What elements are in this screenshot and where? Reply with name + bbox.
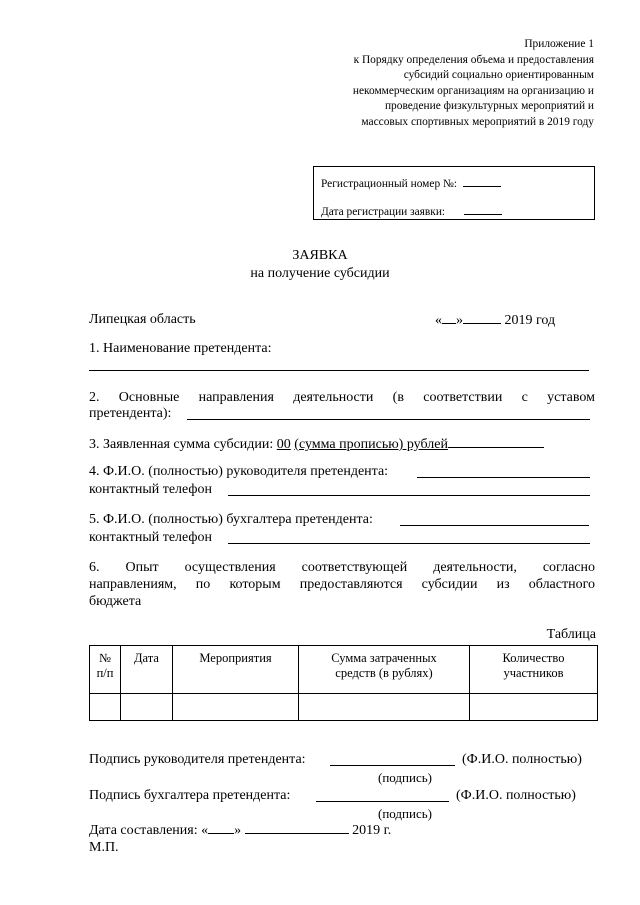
application-date xyxy=(435,312,555,329)
table-cell[interactable] xyxy=(90,694,121,721)
head-fio-hint: (Ф.И.О. полностью) xyxy=(462,752,582,767)
table-row xyxy=(90,694,598,721)
head-phone-field[interactable] xyxy=(228,495,590,496)
accountant-signature-hint: (подпись) xyxy=(378,806,432,821)
head-phone-label: контактный телефон xyxy=(89,482,212,497)
header-count xyxy=(470,646,598,694)
section-6-line-1: 6. Опыт осуществления соответствующей деятельности, согласно xyxy=(89,560,595,575)
header-num xyxy=(90,646,121,694)
table-caption: Таблица xyxy=(546,627,596,642)
registration-number-label: Регистрационный номер №: xyxy=(321,178,458,190)
accountant-signature-field[interactable] xyxy=(316,801,449,802)
table-cell[interactable] xyxy=(173,694,299,721)
registration-number-field[interactable] xyxy=(463,175,501,187)
appendix-line: массовых спортивных мероприятий в 2019 году xyxy=(361,115,594,128)
compiled-month-field[interactable] xyxy=(245,822,349,834)
appendix-line: проведение физкультурных мероприятий и xyxy=(384,100,594,113)
document-subtitle: на получение субсидии xyxy=(250,266,390,281)
appendix-line: Приложение 1 xyxy=(524,38,594,50)
subsidy-amount[interactable]: 00 xyxy=(276,437,291,452)
section-2-line-1: 2. Основные направления деятельности (в соответствии с уставом xyxy=(89,390,595,405)
header-sum-line-1: Сумма затраченных xyxy=(331,651,437,665)
table-header-row xyxy=(90,646,598,694)
subsidy-amount-words: (сумма прописью) рублей xyxy=(294,437,448,452)
head-signature-label: Подпись руководителя претендента: xyxy=(89,752,306,767)
appendix-line: субсидий социально ориентированным xyxy=(403,69,594,82)
month-field[interactable] xyxy=(463,312,501,324)
header-sum xyxy=(299,646,470,694)
accountant-phone-field[interactable] xyxy=(228,543,590,544)
registration-date-row xyxy=(321,203,502,218)
section-5-label: 5. Ф.И.О. (полностью) бухгалтера претендента: xyxy=(89,512,373,527)
section-2-field[interactable] xyxy=(187,419,590,420)
compiled-date-row xyxy=(89,822,391,839)
section-3-label: 3. Заявленная сумма субсидии: xyxy=(89,437,274,452)
section-3-row xyxy=(89,436,544,453)
experience-table xyxy=(89,645,598,721)
appendix-line: к Порядку определения объема и предоставления xyxy=(353,53,594,66)
accountant-signature-label: Подпись бухгалтера претендента: xyxy=(89,788,291,803)
header-count-line-2: участников xyxy=(503,666,564,680)
compiled-day-field[interactable] xyxy=(208,822,234,834)
section-1-field[interactable] xyxy=(89,370,589,371)
accountant-fio-field[interactable] xyxy=(400,525,589,526)
date-quote-open: « xyxy=(435,313,442,328)
header-num-line-2: п/п xyxy=(96,666,114,680)
section-4-label: 4. Ф.И.О. (полностью) руководителя претендента: xyxy=(89,464,389,479)
header-sum-line-2: средств (в рублях) xyxy=(335,666,433,680)
section-1-label: 1. Наименование претендента: xyxy=(89,341,272,356)
head-signature-hint: (подпись) xyxy=(378,770,432,785)
registration-box xyxy=(313,166,595,220)
stamp-label: М.П. xyxy=(89,840,119,855)
appendix-line: некоммерческим организациям на организацию и xyxy=(352,84,594,97)
appendix-header xyxy=(294,37,594,131)
header-events: Мероприятия xyxy=(173,646,299,694)
section-6-line-3: бюджета xyxy=(89,594,142,609)
compiled-quote-close: » xyxy=(234,823,242,838)
date-quote-close: » xyxy=(456,313,463,328)
head-signature-field[interactable] xyxy=(330,765,455,766)
head-fio-field[interactable] xyxy=(417,477,590,478)
accountant-fio-hint: (Ф.И.О. полностью) xyxy=(456,788,576,803)
registration-date-label: Дата регистрации заявки: xyxy=(321,206,446,218)
registration-date-field[interactable] xyxy=(464,203,502,215)
header-count-line-1: Количество xyxy=(502,651,565,665)
section-2-line-2: претендента): xyxy=(89,406,172,421)
day-field[interactable] xyxy=(442,312,456,324)
compiled-year: 2019 г. xyxy=(352,823,392,838)
section-6-line-2: направлениям, по которым предоставляются субсидии из областного xyxy=(89,577,595,592)
table-cell[interactable] xyxy=(299,694,470,721)
region-label: Липецкая область xyxy=(89,312,196,327)
document-title: ЗАЯВКА xyxy=(292,248,348,263)
registration-number-row xyxy=(321,175,501,190)
compiled-date-label: Дата составления: « xyxy=(89,823,209,838)
subsidy-amount-field[interactable] xyxy=(448,436,544,448)
header-num-line-1: № xyxy=(99,651,111,665)
header-date: Дата xyxy=(121,646,173,694)
accountant-phone-label: контактный телефон xyxy=(89,530,212,545)
table-cell[interactable] xyxy=(470,694,598,721)
date-year: 2019 год xyxy=(504,313,556,328)
table-cell[interactable] xyxy=(121,694,173,721)
